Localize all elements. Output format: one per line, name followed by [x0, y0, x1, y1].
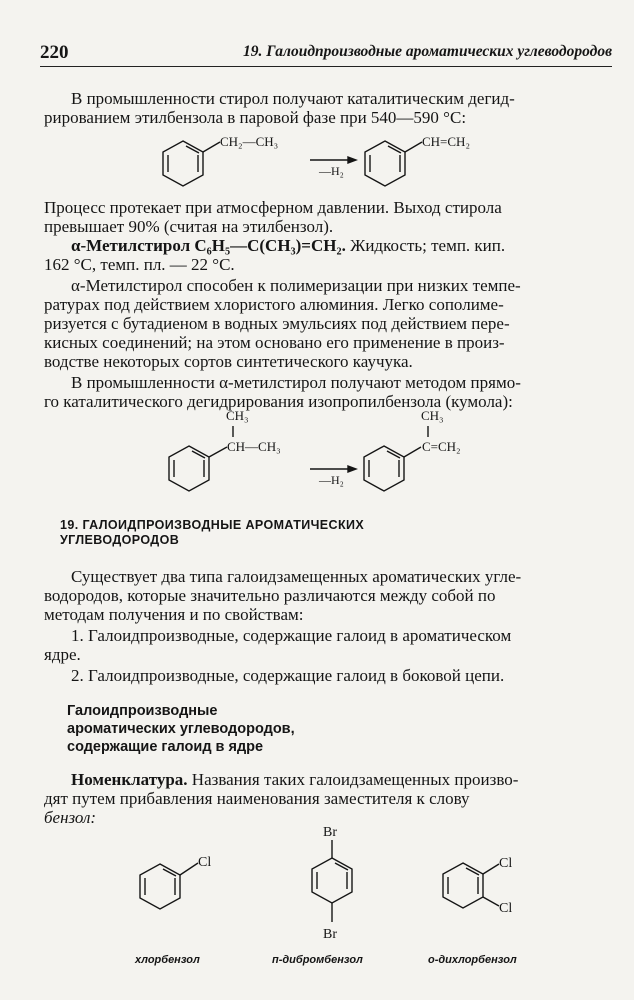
- p-dibromobenzene-structure: [312, 825, 352, 942]
- p6-line3: методам получения и по свойствам:: [44, 605, 304, 624]
- cumene-structure: [169, 408, 281, 491]
- p1-line1: В промышленности стирол получают каталитическим дегид-: [71, 89, 515, 108]
- reaction1-arrow: [310, 157, 356, 178]
- r2-top-left: CH₃: [226, 408, 249, 423]
- r2-substituent-right: C=CH₂: [422, 439, 461, 454]
- r1-arrow-label: —H₂: [319, 164, 344, 178]
- p2-line2: превышает 90% (считая на этилбензол).: [44, 217, 334, 236]
- p4-line4: кисных соединений; на этом основано его применение в произ-: [44, 333, 505, 352]
- p4-line2: ратурах под действием хлористого алюминия. Легко сополиме-: [44, 295, 504, 314]
- p6-line1: Существует два типа галоидзамещенных ароматических угле-: [71, 567, 522, 586]
- caption-chlorobenzene: хлорбензол: [135, 954, 200, 966]
- alpha-methylstyrene-structure: [364, 408, 461, 491]
- p3-line2: 162 °С, темп. пл. — 22 °С.: [44, 255, 235, 274]
- r2-arrow-label: —H₂: [319, 473, 344, 487]
- section-title-line1: 19. ГАЛОИДПРОИЗВОДНЫЕ АРОМАТИЧЕСКИХ: [60, 518, 365, 532]
- m2-bottom-substituent: Br: [323, 927, 337, 942]
- alpha-methylstyrene-formula: α-Метилстирол C₆H₅—C(CH₃)=CH₂.: [71, 236, 346, 255]
- p1-line2: рированием этилбензола в паровой фазе при 540—590 °С:: [44, 108, 467, 127]
- p5-line2: го каталитического дегидрирования изопропилбензола (кумола):: [44, 392, 513, 411]
- nomenclature-heading: Номенклатура.: [71, 770, 188, 789]
- caption-o-dichlorobenzene: о-дихлорбензол: [428, 954, 517, 966]
- reaction2-arrow: [310, 466, 356, 487]
- p6-line2: водородов, которые значительно различаются между собой по: [44, 586, 496, 605]
- section-title-line2: УГЛЕВОДОРОДОВ: [60, 533, 180, 547]
- m3-substituent-1: Cl: [499, 856, 513, 871]
- subsection-title-line2: ароматических углеводородов,: [67, 721, 295, 737]
- p3-rest: Жидкость; темп. кип.: [345, 236, 506, 255]
- p7-line2: дят путем прибавления наименования заместителя к слову: [44, 789, 470, 808]
- p7-rest: Названия таких галоидзамещенных произво-: [187, 770, 519, 789]
- subsection-title-line1: Галоидпроизводные: [67, 703, 218, 719]
- ethylbenzene-structure: [163, 134, 278, 186]
- running-title: 19. Галоидпроизводные ароматических углеводородов: [243, 43, 612, 60]
- list-item-1-line1: 1. Галоидпроизводные, содержащие галоид в ароматическом: [71, 626, 512, 645]
- m1-substituent: Cl: [198, 855, 212, 870]
- styrene-structure: [365, 134, 470, 186]
- p4-line1: α-Метилстирол способен к полимеризации при низких темпе-: [71, 276, 521, 295]
- p7-line3: бензол:: [44, 808, 97, 827]
- m2-top-substituent: Br: [323, 825, 337, 840]
- page-number: 220: [40, 42, 69, 63]
- list-item-1-line2: ядре.: [44, 645, 81, 664]
- r2-top-right: CH₃: [421, 408, 444, 423]
- subsection-title-line3: содержащие галоид в ядре: [67, 739, 264, 755]
- r1-substituent-left: CH₂—CH₃: [220, 134, 279, 149]
- r2-substituent-left: CH—CH₃: [227, 439, 281, 454]
- o-dichlorobenzene-structure: [443, 856, 512, 916]
- p4-line3: ризуется с бутадиеном в водных эмульсиях под действием пере-: [44, 314, 510, 333]
- m3-substituent-2: Cl: [499, 901, 513, 916]
- p4-line5: водстве некоторых сортов синтетического каучука.: [44, 352, 413, 371]
- caption-p-dibromobenzene: п-дибромбензол: [272, 954, 363, 966]
- p2-line1: Процесс протекает при атмосферном давлении. Выход стирола: [44, 198, 502, 217]
- p5-line1: В промышленности α-метилстирол получают методом прямо-: [71, 373, 521, 392]
- r1-substituent-right: CH=CH₂: [422, 134, 470, 149]
- chlorobenzene-structure: [140, 855, 211, 909]
- list-item-2: 2. Галоидпроизводные, содержащие галоид в боковой цепи.: [71, 666, 505, 685]
